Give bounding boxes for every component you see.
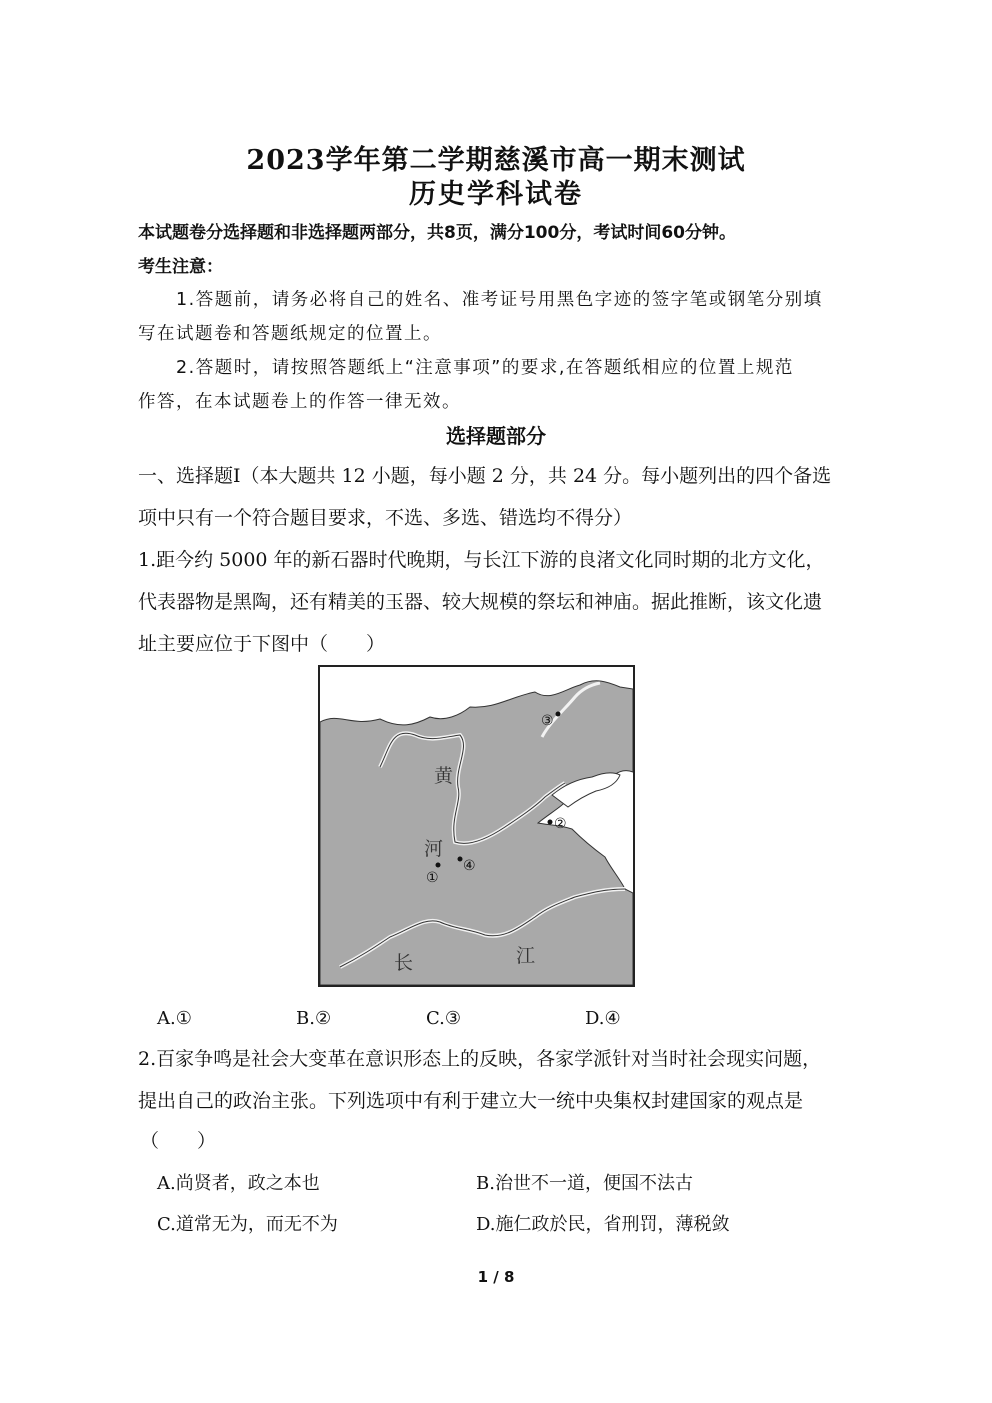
- site-3-label: ③: [541, 713, 554, 729]
- land-area: [320, 681, 633, 985]
- china-map-figure: [318, 665, 635, 987]
- q1-option-a[interactable]: A.①: [157, 1008, 192, 1029]
- page-number: 1 / 8: [477, 1268, 515, 1286]
- q1-option-d[interactable]: D.④: [585, 1008, 621, 1029]
- map-label-huang: 黄: [434, 765, 454, 787]
- site-2-label: ②: [554, 816, 567, 832]
- exam-title-line2: 历史学科试卷: [409, 179, 583, 210]
- site-1-label: ①: [426, 870, 439, 886]
- map-svg: [320, 667, 633, 985]
- part1-instructions-line1: 一、选择题Ⅰ（本大题共 12 小题，每小题 2 分，共 24 分。每小题列出的四个备选: [138, 465, 832, 487]
- q1-text-line2: 代表器物是黑陶，还有精美的玉器、较大规模的祭坛和神庙。据此推断，该文化遗: [138, 591, 823, 613]
- q1-text-line3: 址主要应位于下图中（ ）: [138, 633, 386, 655]
- q2-text-line3: （ ）: [140, 1130, 217, 1152]
- q1-option-b[interactable]: B.②: [296, 1008, 332, 1029]
- site-4-dot: [458, 857, 463, 862]
- map-label-jiang: 江: [516, 945, 536, 967]
- q1-option-c[interactable]: C.③: [426, 1008, 461, 1029]
- site-4-label: ④: [463, 858, 476, 874]
- q2-option-b[interactable]: B.治世不一道，便国不法古: [476, 1173, 693, 1194]
- notice-1-line1: 1.答题前，请务必将自己的姓名、准考证号用黑色字迹的签字笔或钢笔分别填: [176, 290, 823, 310]
- exam-intro: 本试题卷分选择题和非选择题两部分，共8页，满分100分，考试时间60分钟。: [138, 223, 736, 243]
- q2-option-c[interactable]: C.道常无为，而无不为: [157, 1214, 338, 1235]
- site-2-dot: [548, 820, 553, 825]
- notice-1-line2: 写在试题卷和答题纸规定的位置上。: [138, 324, 442, 344]
- q1-text-line1: 1.距今约 5000 年的新石器时代晚期，与长江下游的良渚文化同时期的北方文化，: [138, 549, 825, 571]
- map-label-chang: 长: [394, 952, 414, 974]
- q2-text-line2: 提出自己的政治主张。下列选项中有利于建立大一统中央集权封建国家的观点是: [138, 1090, 804, 1112]
- notice-2-line1: 2.答题时，请按照答题纸上“注意事项”的要求,在答题纸相应的位置上规范: [176, 358, 794, 378]
- q2-option-d[interactable]: D.施仁政於民，省刑罚，薄税敛: [476, 1214, 730, 1235]
- notice-2-line2: 作答，在本试题卷上的作答一律无效。: [138, 392, 461, 412]
- section-title: 选择题部分: [446, 424, 546, 448]
- q2-text-line1: 2.百家争鸣是社会大变革在意识形态上的反映，各家学派针对当时社会现实问题，: [138, 1048, 822, 1070]
- site-3-dot: [556, 712, 561, 717]
- site-1-dot: [436, 863, 441, 868]
- q2-option-a[interactable]: A.尚贤者，政之本也: [157, 1173, 320, 1194]
- notice-heading: 考生注意：: [138, 257, 223, 277]
- map-label-he: 河: [424, 838, 444, 860]
- part1-instructions-line2: 项中只有一个符合题目要求，不选、多选、错选均不得分）: [138, 507, 633, 529]
- exam-title-line1: 2023学年第二学期慈溪市高一期末测试: [246, 145, 746, 176]
